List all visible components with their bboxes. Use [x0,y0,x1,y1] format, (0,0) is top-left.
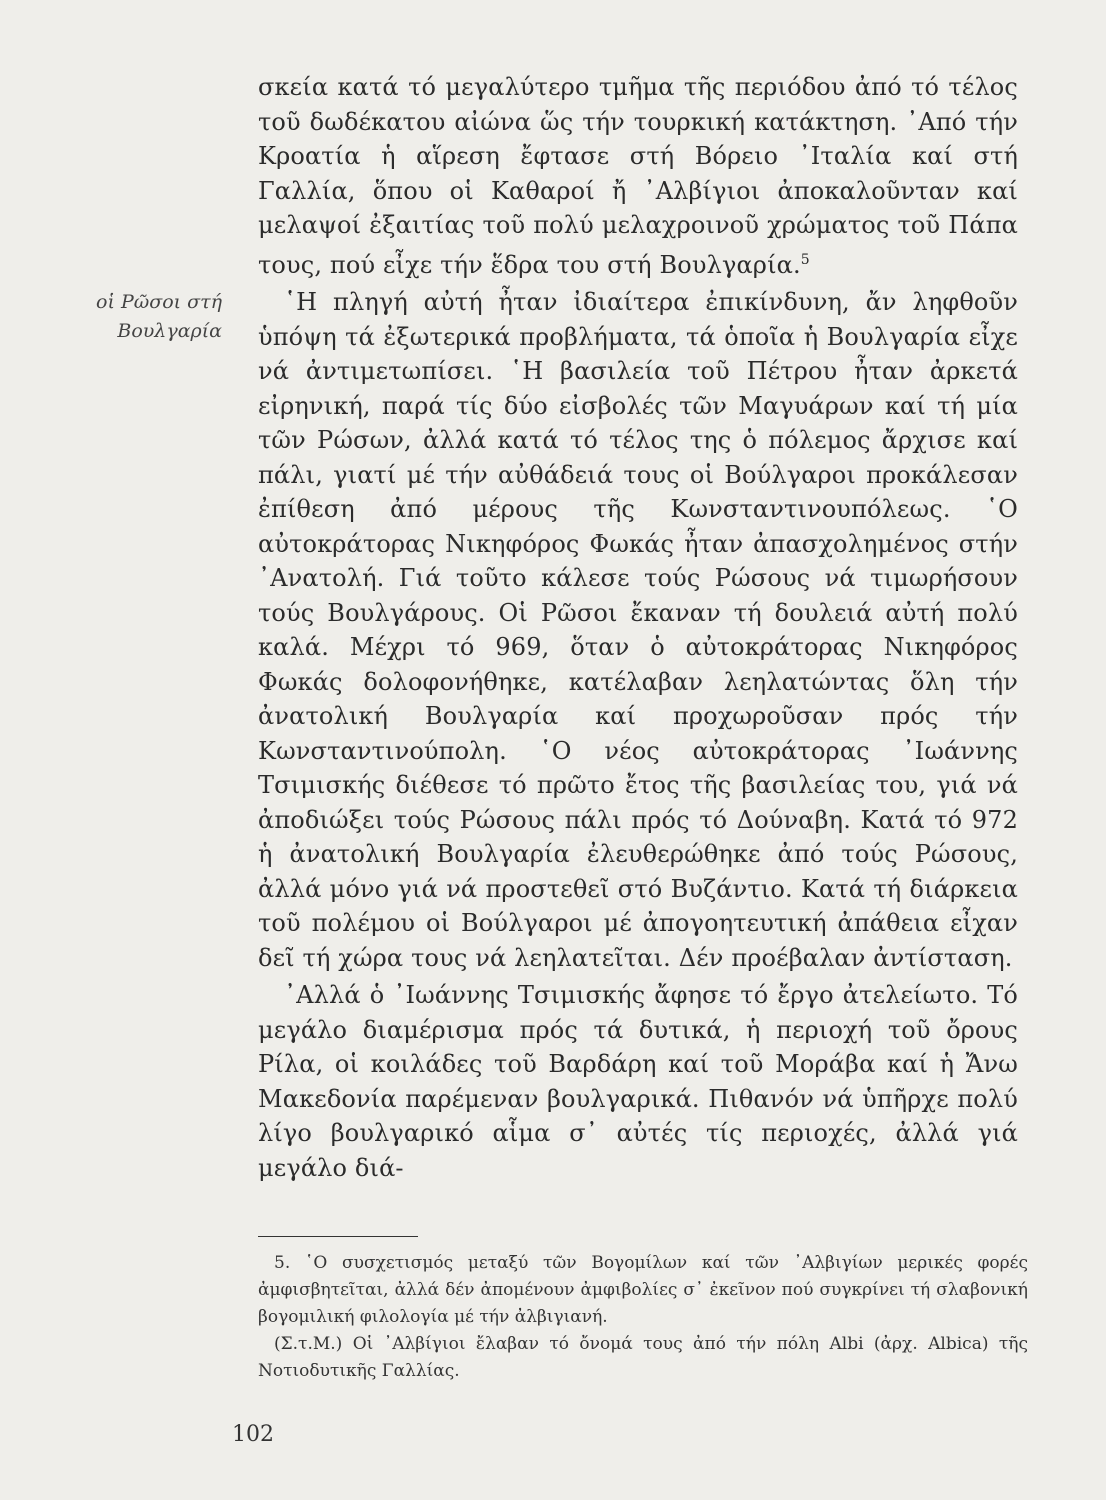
margin-note [60,288,222,346]
margin-note-line-2: Βουλγαρία [117,320,222,342]
footnotes [258,1250,1028,1385]
footnote-5: 5. ῾Ο συσχετισμός μεταξύ τῶν Βογομίλων καί τῶν ᾿Αλβιγίων μερικές φορές ἀμφισβητεῖται, ἀλλά δέν ἀπομένουν ἀμφιβολίες σ᾿ ἐκεῖνον πού συγκρίνει τή σλαβονική βογομιλική φιλολογία μέ τήν ἀλβιγιανή. [258,1253,1028,1327]
paragraph-2: ῾Η πληγή αὐτή ἦταν ἰδιαίτερα ἐπικίνδυνη, ἄν ληφθοῦν ὑπόψη τά ἐξωτερικά προβλήματα, τά ὁποῖα ἡ Βουλγαρία εἶχε νά ἀντιμετωπίσει. ῾Η βασιλεία τοῦ Πέτρου ἦταν ἀρκετά εἰρηνική, παρά τίς δύο εἰσβολές τῶν Μαγυάρων καί τή μία τῶν Ρώσων, ἀλλά κατά τό τέλος της ὁ πόλεμος ἄρχισε καί πάλι, γιατί μέ τήν αὐθάδειά τους οἱ Βούλγαροι προκάλεσαν ἐπίθεση ἀπό μέρους τῆς Κωνσταντινουπόλεως. ῾Ο αὐτοκράτορας Νικηφόρος Φωκάς ἦταν ἀπασχολημένος στήν ᾿Ανατολή. Γιά τοῦτο κάλεσε τούς Ρώσους νά τιμωρήσουν τούς Βουλγάρους. Οἱ Ρῶσοι ἔκαναν τή δουλειά αὐτή πολύ καλά. Μέχρι τό 969, ὅταν ὁ αὐτοκράτορας Νικηφόρος Φωκάς δολοφονήθηκε, κατέλαβαν λεηλατώντας ὅλη τήν ἀνατολική Βουλγαρία καί προχωροῦσαν πρός τήν Κωνσταντινούπολη. ῾Ο νέος αὐτοκράτορας ᾿Ιωάννης Τσιμισκής διέθεσε τό πρῶτο ἔτος τῆς βασιλείας του, γιά νά ἀποδιώξει τούς Ρώσους πάλι πρός τό Δούναβη. Κατά τό 972 ἡ ἀνατολική Βουλγαρία ἐλευθερώθηκε ἀπό τούς Ρώσους, ἀλλά μόνο γιά νά προστεθεῖ στό Βυζάντιο. Κατά τή διάρκεια τοῦ πολέμου οἱ Βούλγαροι μέ ἀπογοητευτική ἀπάθεια εἶχαν δεῖ τή χώρα τους νά λεηλατεῖται. Δέν προέβαλαν ἀντίσταση. [258,288,1018,972]
paragraph-3: ᾿Αλλά ὁ ᾿Ιωάννης Τσιμισκής ἄφησε τό ἔργο ἀτελείωτο. Τό μεγάλο διαμέρισμα πρός τά δυτικά, ἡ περιοχή τοῦ ὄρους Ρίλα, οἱ κοιλάδες τοῦ Βαρδάρη καί τοῦ Μοράβα καί ἡ Ἄνω Μακεδονία παρέμεναν βουλγαρικά. Πιθανόν νά ὑπῆρχε πολύ λίγο βουλγαρικό αἷμα σ᾿ αὐτές τίς περιοχές, ἀλλά γιά μεγάλο διά- [258,981,1018,1182]
paragraph-1-text: σκεία κατά τό μεγαλύτερο τμῆμα τῆς περιόδου ἀπό τό τέλος τοῦ δωδέκατου αἰώνα ὥς τήν τουρκική κατάκτηση. ᾿Από τήν Κροατία ἡ αἵρεση ἔφτασε στή Βόρειο ᾿Ιταλία καί στή Γαλλία, ὅπου οἱ Καθαροί ἤ ᾿Αλβίγιοι ἀποκαλοῦνταν καί μελαψοί ἐξαιτίας τοῦ πολύ μελαχροινοῦ χρώματος τοῦ Πάπα τους, πού εἶχε τήν ἕδρα του στή Βουλγαρία. [258,73,1018,279]
main-text [258,70,1018,1185]
footnote-divider [258,1236,418,1237]
page-number: 102 [232,1422,274,1447]
footnote-reference: 5 [800,251,810,268]
margin-note-line-1: οἱ Ρῶσοι στή [96,291,222,313]
translator-note: (Σ.τ.Μ.) Οἱ ᾿Αλβίγιοι ἔλαβαν τό ὄνομά τους ἀπό τήν πόλη Albi (ἀρχ. Albica) τῆς Νοτιοδυτικῆς Γαλλίας. [258,1334,1028,1381]
paragraph-1 [258,70,1018,282]
